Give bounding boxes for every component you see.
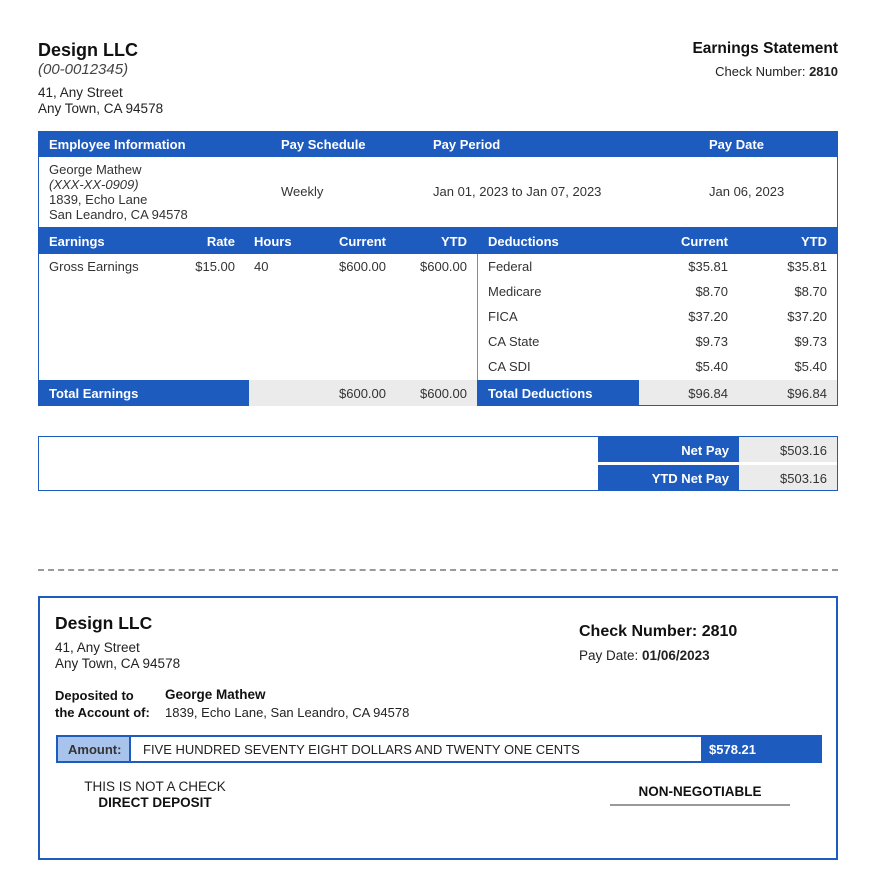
amount-value: $578.21: [709, 742, 756, 757]
deduction-ytd: $5.40: [794, 359, 827, 374]
deduction-name: Federal: [488, 259, 533, 274]
deduction-name: FICA: [488, 309, 518, 324]
deduction-ytd: $9.73: [794, 334, 827, 349]
company-name: Design LLC: [38, 40, 139, 60]
deduction-current: $8.70: [695, 284, 728, 299]
employee-info-header: [38, 131, 838, 157]
net-pay-value-cell: [739, 437, 837, 462]
header-pay-date: Pay Date: [709, 137, 764, 152]
payee-name: George Mathew: [165, 687, 266, 702]
check-number-line: [715, 64, 838, 79]
header-deductions-current: Current: [681, 234, 728, 249]
total-deductions-values-cell: [639, 380, 837, 405]
payee-address: 1839, Echo Lane, San Leandro, CA 94578: [165, 705, 410, 720]
total-earnings-ytd: $600.00: [420, 386, 467, 401]
total-earnings-current: $600.00: [339, 386, 386, 401]
total-earnings-label: Total Earnings: [49, 386, 139, 401]
header-earnings: Earnings: [49, 234, 105, 249]
amount-label-cell: [58, 737, 131, 761]
header-current: Current: [339, 234, 386, 249]
deduction-ytd: $37.20: [787, 309, 827, 324]
column-divider: [477, 254, 478, 380]
deduction-name: CA SDI: [488, 359, 531, 374]
pay-schedule-value: Weekly: [281, 184, 324, 199]
company-address-line1: 41, Any Street: [38, 85, 123, 100]
amount-label: Amount:: [68, 742, 122, 757]
deduction-current: $37.20: [688, 309, 728, 324]
net-pay-label-cell: [598, 437, 739, 462]
earning-name: Gross Earnings: [49, 259, 139, 274]
deduction-name: CA State: [488, 334, 540, 349]
net-pay-label: Net Pay: [681, 443, 729, 458]
company-id: (00-0012345): [38, 61, 129, 78]
deposit-slip: [38, 596, 838, 860]
net-pay-value: $503.16: [780, 443, 827, 458]
employee-ssn: (XXX-XX-0909): [49, 177, 139, 192]
deposited-to-label-2: the Account of:: [55, 705, 150, 720]
company-address-line2: Any Town, CA 94578: [38, 101, 164, 116]
total-deductions-ytd: $96.84: [787, 386, 827, 401]
slip-pay-date: 01/06/2023: [642, 648, 710, 663]
slip-check-label: Check Number:: [579, 623, 698, 640]
ytd-net-pay-value-cell: [739, 465, 837, 490]
non-negotiable-text: NON-NEGOTIABLE: [638, 784, 762, 799]
total-deductions-current: $96.84: [688, 386, 728, 401]
header-hours: Hours: [254, 234, 292, 249]
tear-off-separator: [38, 569, 838, 571]
signature-line: [610, 804, 790, 806]
amount-words: FIVE HUNDRED SEVENTY EIGHT DOLLARS AND TWENTY ONE CENTS: [143, 742, 580, 757]
earning-current: $600.00: [339, 259, 386, 274]
employee-address-line2: San Leandro, CA 94578: [49, 207, 188, 222]
statement-title: Earnings Statement: [692, 40, 838, 57]
deduction-name: Medicare: [488, 284, 542, 299]
slip-address-line2: Any Town, CA 94578: [55, 656, 181, 671]
total-earnings-values-cell: [249, 380, 477, 406]
earning-ytd: $600.00: [420, 259, 467, 274]
slip-address-line1: 41, Any Street: [55, 640, 140, 655]
ytd-net-pay-value: $503.16: [780, 471, 827, 486]
header-pay-schedule: Pay Schedule: [281, 137, 366, 152]
total-deductions-label-cell: [477, 380, 639, 406]
slip-check-number: 2810: [701, 623, 738, 640]
employee-address-line1: 1839, Echo Lane: [49, 192, 148, 207]
slip-check-number-line: [579, 623, 737, 641]
employee-name: George Mathew: [49, 162, 142, 177]
ytd-net-pay-label: YTD Net Pay: [651, 471, 729, 486]
header-deductions: Deductions: [488, 234, 559, 249]
deduction-current: $5.40: [695, 359, 728, 374]
pay-date-value: Jan 06, 2023: [709, 184, 785, 199]
total-earnings-label-cell: [38, 380, 249, 406]
earning-hours: 40: [254, 259, 269, 274]
deduction-current: $35.81: [688, 259, 728, 274]
slip-company-name: Design LLC: [55, 613, 153, 633]
total-deductions-label: Total Deductions: [488, 386, 593, 401]
slip-pay-date-label: Pay Date:: [579, 648, 639, 663]
pay-period-value: Jan 01, 2023 to Jan 07, 2023: [433, 184, 602, 199]
deduction-ytd: $35.81: [787, 259, 827, 274]
header-deductions-ytd: YTD: [801, 234, 827, 249]
deposited-to-label-1: Deposited to: [55, 688, 134, 703]
check-number-label: Check Number:: [715, 64, 806, 79]
direct-deposit-text: DIRECT DEPOSIT: [98, 795, 212, 810]
deduction-current: $9.73: [695, 334, 728, 349]
amount-value-cell: [701, 737, 822, 761]
header-ytd: YTD: [441, 234, 467, 249]
ytd-net-pay-label-cell: [598, 465, 739, 490]
deduction-ytd: $8.70: [794, 284, 827, 299]
earning-rate: $15.00: [195, 259, 235, 274]
header-pay-period: Pay Period: [433, 137, 501, 152]
header-employee-information: Employee Information: [49, 137, 186, 152]
slip-pay-date-line: [579, 648, 710, 663]
check-number: 2810: [809, 64, 838, 79]
header-rate: Rate: [206, 234, 235, 249]
earnings-deductions-header: [38, 228, 838, 254]
not-a-check-text: THIS IS NOT A CHECK: [84, 779, 226, 794]
